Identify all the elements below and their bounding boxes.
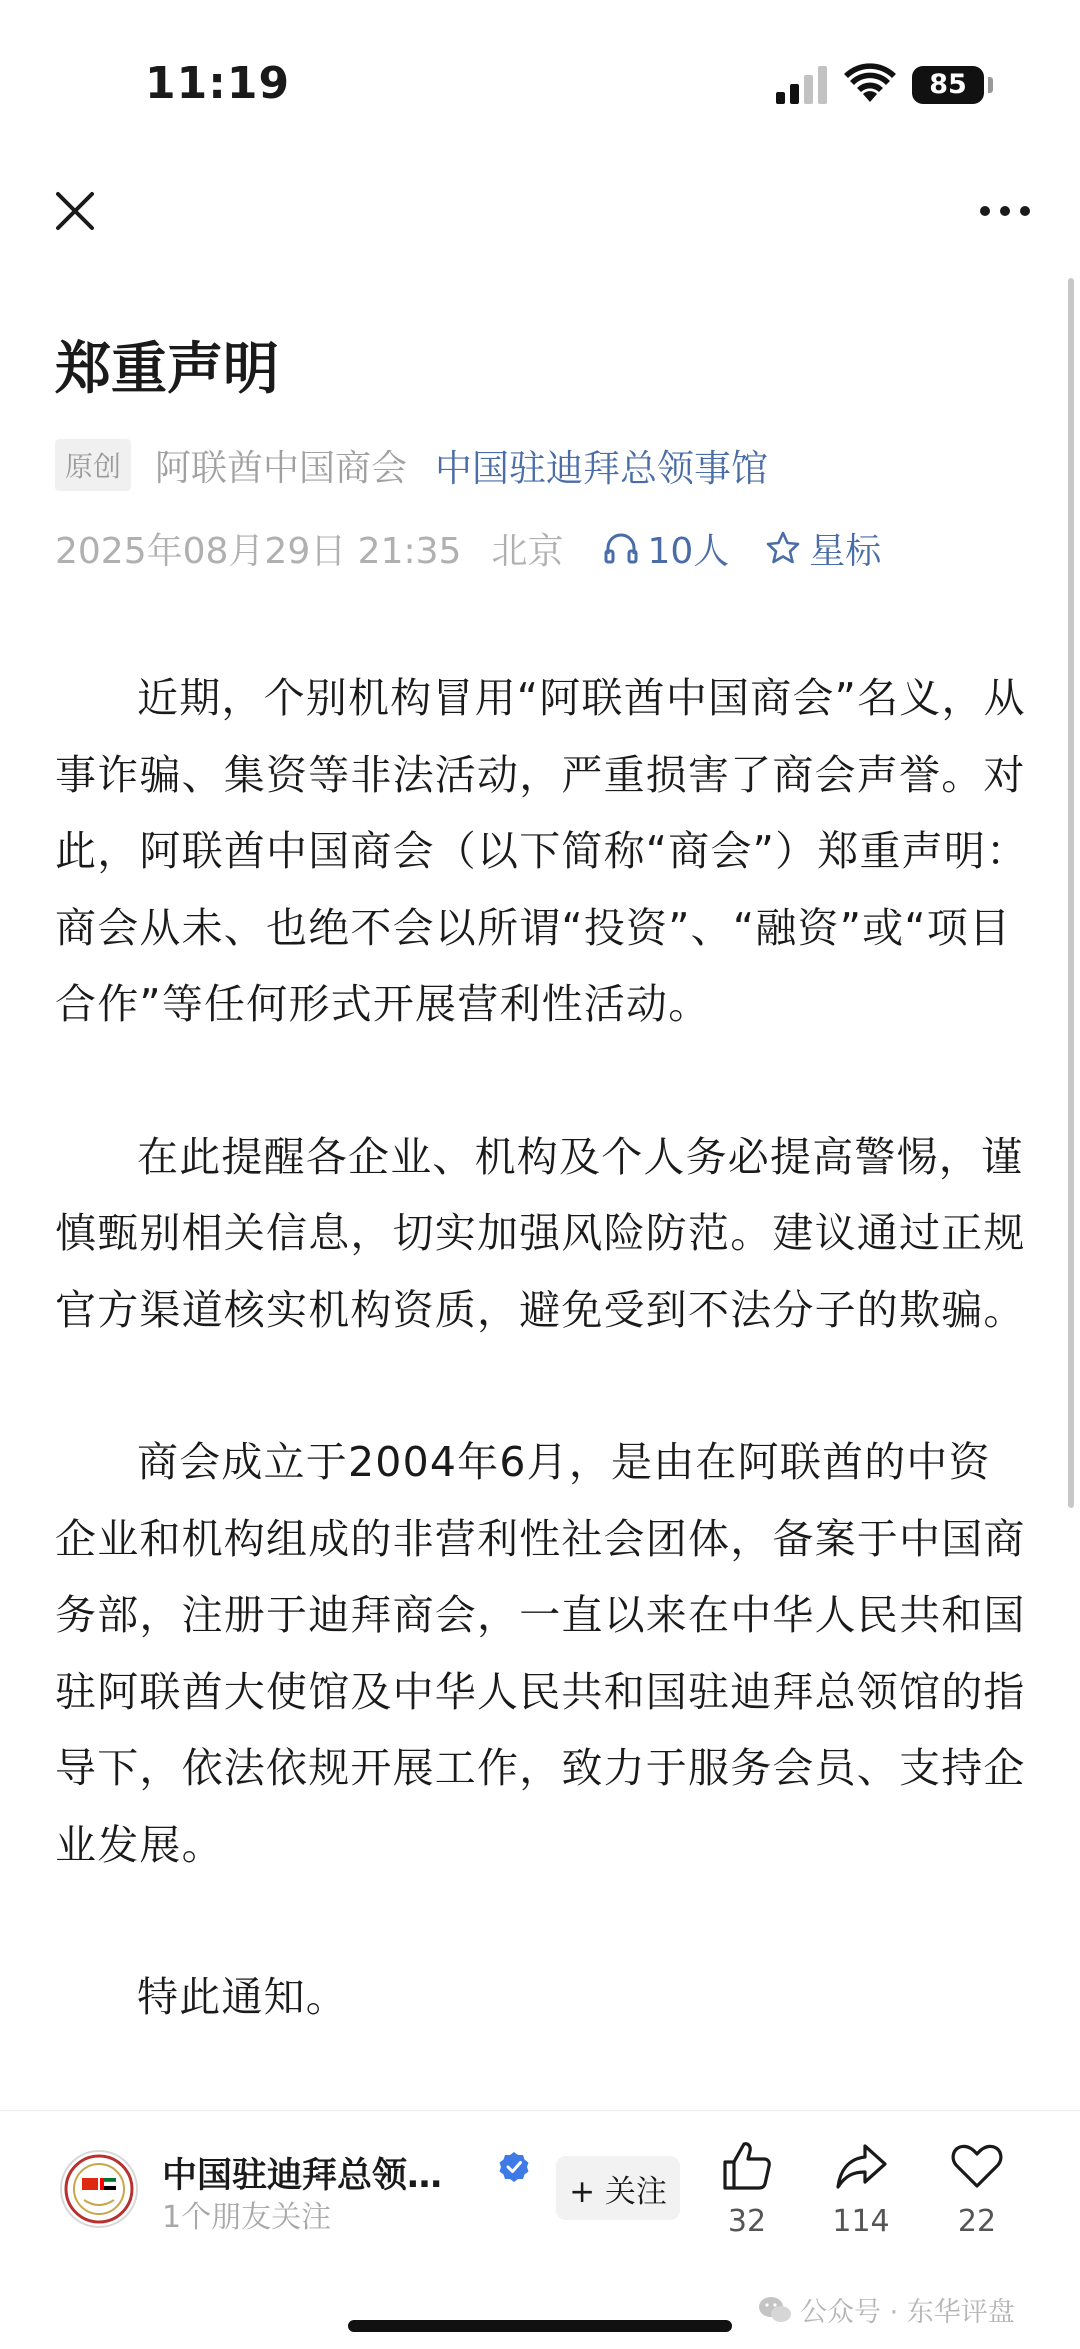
close-icon[interactable] <box>50 186 100 236</box>
status-time: 11:19 <box>145 58 291 109</box>
article-body <box>55 660 1030 2036</box>
follow-button[interactable]: + 关注 <box>556 2156 680 2220</box>
publish-date: 2025年08月29日 21:35 <box>55 530 462 572</box>
wechat-icon <box>758 2295 792 2325</box>
favorite-count: 22 <box>957 2204 997 2239</box>
article-meta-source <box>55 440 768 490</box>
star-label: 星标 <box>809 530 882 572</box>
watermark-text: 公众号 · 东华评盘 <box>800 2297 1015 2328</box>
headphones-icon <box>603 530 639 566</box>
share-button[interactable] <box>816 2138 906 2239</box>
thumbs-up-icon <box>719 2138 775 2194</box>
verified-badge-icon <box>497 2150 531 2184</box>
listener-count: 10人 <box>647 530 730 572</box>
like-button[interactable] <box>702 2138 792 2239</box>
article-meta-info <box>55 520 881 576</box>
cellular-signal-icon <box>776 66 832 104</box>
battery-nub <box>988 77 993 93</box>
favorite-button[interactable] <box>932 2138 1022 2239</box>
article-paragraph: 特此通知。 <box>137 1973 348 2021</box>
consulate-emblem-icon <box>62 2152 136 2226</box>
account-avatar[interactable] <box>60 2150 138 2228</box>
star-icon <box>765 530 801 566</box>
scrollbar[interactable] <box>1068 278 1074 1508</box>
heart-icon <box>949 2138 1005 2194</box>
more-options-icon[interactable] <box>975 196 1035 226</box>
article-title: 郑重声明 <box>55 337 279 402</box>
watermark <box>758 2290 1015 2329</box>
share-arrow-icon <box>833 2138 889 2194</box>
home-indicator[interactable] <box>348 2320 732 2332</box>
wifi-icon <box>844 62 896 104</box>
article-author: 阿联酋中国商会 <box>155 447 408 489</box>
status-bar <box>0 0 1080 170</box>
article-paragraph: 近期，个别机构冒用“阿联酋中国商会”名义，从事诈骗、集资等非法活动，严重损害了商会声誉。对此，阿联酋中国商会（以下简称“商会”）郑重声明：商会从未、也绝不会以所谓“投资”、“融资”或“项目合作”等任何形式开展营利性活动。 <box>55 674 1029 1028</box>
article-paragraph: 商会成立于2004年6月，是由在阿联酋的中资企业和机构组成的非营利性社会团体，备案于中国商务部，注册于迪拜商会，一直以来在中华人民共和国驻阿联酋大使馆及中华人民共和国驻迪拜总领馆的指导下，依法依规开展工作，致力于服务会员、支持企业发展。 <box>55 1438 1026 1869</box>
account-link[interactable]: 中国驻迪拜总领事馆 <box>435 447 769 490</box>
listen-button[interactable] <box>603 523 729 574</box>
publish-location: 北京 <box>491 530 564 572</box>
account-name[interactable]: 中国驻迪拜总领… <box>162 2156 443 2196</box>
like-count: 32 <box>727 2204 767 2239</box>
article-paragraph: 在此提醒各企业、机构及个人务必提高警惕，谨慎甄别相关信息，切实加强风险防范。建议通过正规官方渠道核实机构资质，避免受到不法分子的欺骗。 <box>55 1132 1026 1334</box>
battery-icon: 85 <box>912 66 984 104</box>
original-badge: 原创 <box>55 439 131 491</box>
star-button[interactable] <box>765 523 881 574</box>
friends-following-text: 1个朋友关注 <box>162 2200 332 2235</box>
share-count: 114 <box>832 2204 890 2239</box>
